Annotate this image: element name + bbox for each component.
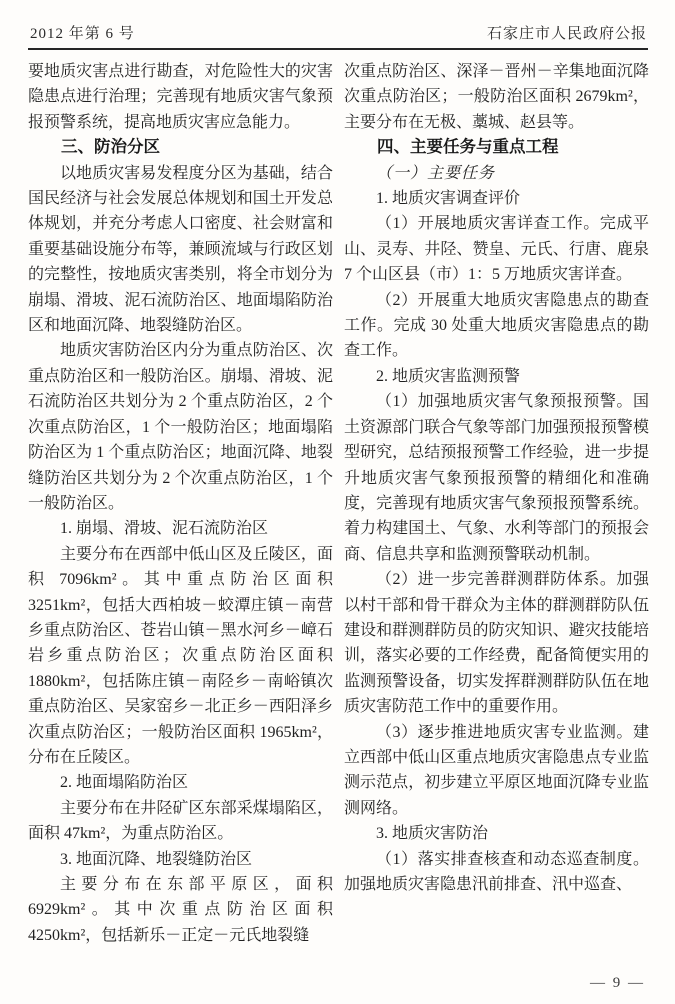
paragraph: （1）开展地质灾害详查工作。完成平山、灵寿、井陉、赞皇、元氏、行唐、鹿泉 7 个山区县（市）1：5 万地质灾害详查。 (344, 215, 649, 284)
numbered-subheading: 2. 地面塌陷防治区 (60, 774, 189, 792)
paragraph: （2）开展重大地质灾害隐患点的勘查工作。完成 30 处重大地质灾害隐患点的勘查工作。 (344, 291, 649, 360)
numbered-subheading: 2. 地质灾害监测预警 (376, 367, 521, 385)
document-body (0, 50, 675, 948)
numbered-subheading: 1. 崩塌、滑坡、泥石流防治区 (60, 520, 269, 538)
page-number: — 9 — (590, 975, 645, 991)
paragraph: 要地质灾害点进行勘查，对危险性大的灾害隐患点进行治理；完善现有地质灾害气象预报预警系统，提高地质灾害应急能力。 (28, 63, 333, 131)
paragraph: 主要分布在井陉矿区东部采煤塌陷区，面积 47km²，为重点防治区。 (28, 799, 333, 843)
paragraph: （2）进一步完善群测群防体系。加强以村干部和骨干群众为主体的群测群防队伍建设和群测群防员的防灾知识、避灾技能培训，落实必要的工作经费，配备简便实用的监测预警设备，切实发挥群测群防队伍在地质灾害防范工作中的重要作用。 (344, 571, 649, 716)
numbered-subheading: 3. 地面沉降、地裂缝防治区 (60, 850, 253, 868)
paragraph: （3）逐步推进地质灾害专业监测。建立西部中低山区重点地质灾害隐患点专业监测示范点，初步建立平原区地面沉降专业监测网络。 (344, 723, 649, 817)
paragraph: （1）落实排查核查和动态巡查制度。加强地质灾害隐患汛前排查、汛中巡查、 (344, 850, 649, 893)
section-heading: 四、主要任务与重点工程 (377, 138, 559, 157)
paragraph: 以地质灾害易发程度分区为基础，结合国民经济与社会发展总体规划和国土开发总体规划，并充分考虑人口密度、社会财富和重要基础设施分布等，兼顾流域与行政区划的完整性，按地质灾害类别，将全市划分为崩塌、滑坡、泥石流防治区、地面塌陷防治区和地面沉降、地裂缝防治区。 (28, 164, 333, 335)
paragraph: （1）加强地质灾害气象预报预警。国土资源部门联合气象等部门加强预报预警模型研究，总结预报预警工作经验，进一步提升地质灾害气象预报预警的精细化和准确度，完善现有地质灾害气象预报预警系统。着力构建国土、气象、水利等部门的预报会商、信息共享和监测预警联动机制。 (344, 393, 649, 563)
issue-number: 2012 年第 6 号 (30, 26, 135, 42)
publication-title: 石家庄市人民政府公报 (486, 26, 647, 42)
page-footer (590, 975, 645, 992)
paragraph: 地质灾害防治区内分为重点防治区、次重点防治区和一般防治区。崩塌、滑坡、泥石流防治区共划分为 2 个重点防治区，2 个次重点防治区，1 个一般防治区；地面塌陷防治区为 1 个重点防治区；地面沉降、地裂缝防治区共划分为 2 个次重点防治区，1 个一般防治区。 (28, 342, 333, 512)
sub-section-heading: （一）主要任务 (376, 164, 496, 182)
page-header (0, 0, 675, 48)
right-column (344, 59, 649, 948)
numbered-subheading: 3. 地质灾害防治 (376, 825, 489, 843)
paragraph: 主要分布在西部中低山区及丘陵区，面积 7096km²。其中重点防治区面积 3251km²，包括大西柏坡－蛟潭庄镇－南营乡重点防治区、苍岩山镇－黑水河乡－嶂石岩乡重点防治区；次重点防治区面积 1880km²，包括陈庄镇－南陉乡－南峪镇次重点防治区、吴家窑乡－北正乡－西阳泽乡次重点防治区；一般防治区面积 1965km²，分布在丘陵区。 (28, 545, 333, 766)
paragraph: 次重点防治区、深泽－晋州－辛集地面沉降次重点防治区；一般防治区面积 2679km²，主要分布在无极、藁城、赵县等。 (344, 63, 649, 131)
section-heading: 三、防治分区 (61, 138, 160, 157)
numbered-subheading: 1. 地质灾害调查评价 (376, 190, 521, 208)
left-column (28, 59, 333, 948)
paragraph: 主要分布在东部平原区，面积 6929km²。其中次重点防治区面积 4250km²，包括新乐－正定－元氏地裂缝 (28, 876, 333, 944)
